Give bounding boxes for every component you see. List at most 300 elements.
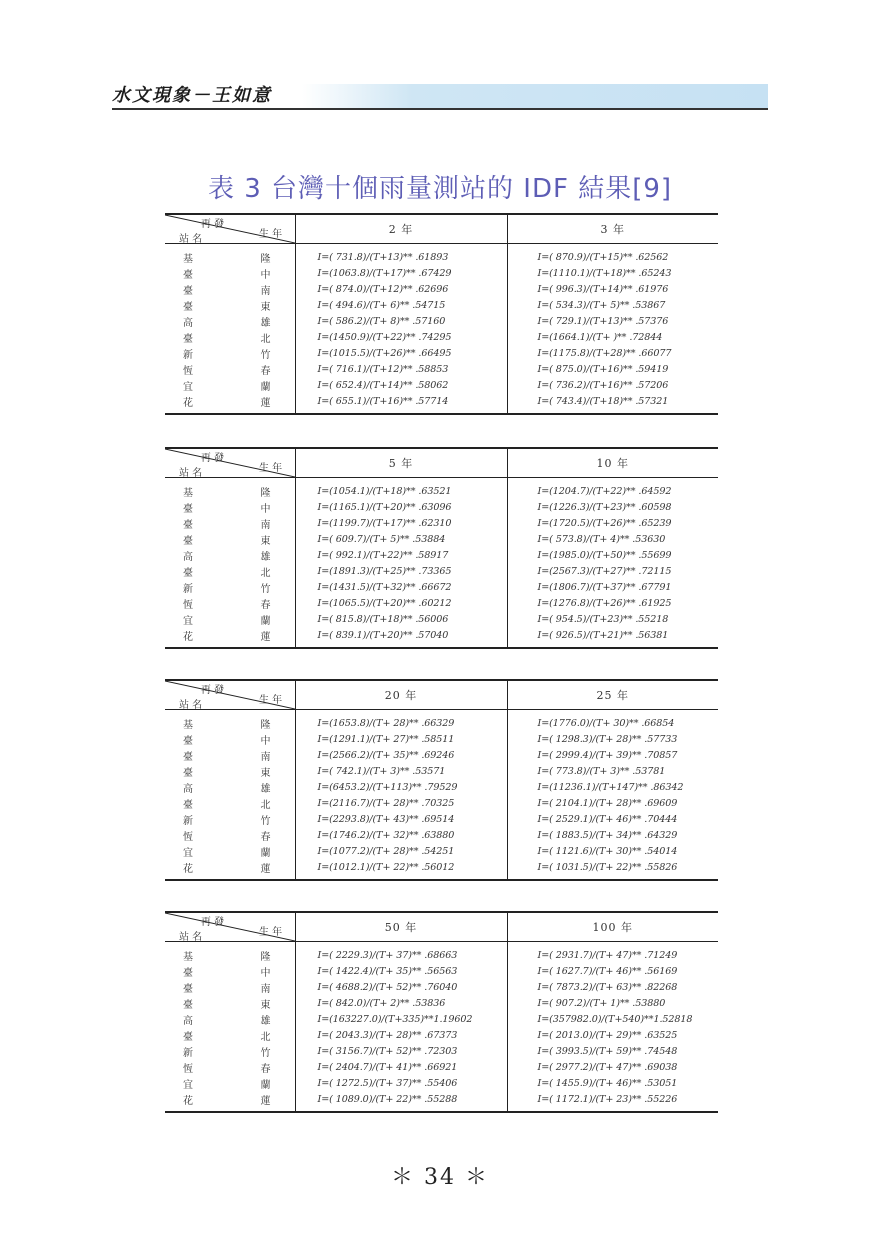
formula-cell (507, 979, 718, 995)
idf-formula: I=(11236.1)/(T+147)** .86342 (537, 781, 684, 793)
idf-formula: I=(1226.3)/(T+23)** .60598 (537, 501, 672, 513)
idf-formula: I=(1012.1)/(T+ 22)** .56012 (317, 861, 455, 873)
idf-formula: I=( 815.8)/(T+18)** .56006 (317, 614, 449, 626)
formula-cell (295, 297, 507, 313)
station-name-char: 中 (260, 269, 271, 281)
station-name-char: 臺 (183, 983, 193, 995)
table-row (165, 515, 718, 531)
station-name-char: 雄 (260, 551, 271, 563)
station-cell (165, 563, 295, 579)
station-name-char: 高 (183, 1015, 193, 1027)
idf-table (165, 679, 718, 881)
formula-cell (295, 596, 507, 612)
formula-cell (295, 313, 507, 329)
idf-formula: I=(1204.7)/(T+22)** .64592 (537, 486, 672, 497)
formula-cell (507, 362, 718, 378)
formula-cell (295, 942, 507, 964)
station-name-char: 隆 (260, 254, 271, 265)
idf-formula: I=( 736.2)/(T+16)** .57206 (537, 380, 669, 392)
station-name-char: 竹 (260, 1048, 271, 1060)
idf-formula: I=(1175.8)/(T+28)** .66077 (537, 348, 672, 360)
station-cell (165, 828, 295, 844)
table-row (165, 531, 718, 547)
formula-cell (507, 313, 718, 329)
station-name-char: 春 (260, 832, 271, 844)
table-row (165, 844, 718, 860)
idf-formula: I=(1431.5)/(T+32)** .66672 (317, 582, 452, 594)
formula-cell (507, 747, 718, 763)
station-name-char: 宜 (183, 382, 193, 394)
formula-cell (507, 860, 718, 880)
corner-header (165, 680, 295, 710)
station-cell (165, 811, 295, 827)
station-name-char: 蓮 (260, 631, 271, 643)
station-cell (165, 547, 295, 563)
idf-formula: I=(163227.0)/(T+335)**1.19602 (317, 1013, 473, 1025)
formula-cell (507, 329, 718, 345)
corner-label-years: 生 年 (259, 695, 283, 706)
station-name-char: 基 (183, 488, 193, 499)
table-row (165, 313, 718, 329)
corner-label-recurrence: 再 發 (201, 685, 225, 696)
table-header-row (165, 448, 718, 478)
station-name-char: 隆 (260, 720, 271, 731)
station-cell (165, 596, 295, 612)
station-name-char: 東 (260, 999, 271, 1011)
table-row (165, 779, 718, 795)
station-name-char: 隆 (260, 952, 271, 963)
station-name-char: 恆 (183, 600, 193, 612)
station-name-char: 宜 (183, 848, 193, 860)
formula-cell (507, 811, 718, 827)
idf-formula: I=( 573.8)/(T+ 4)** .53630 (537, 533, 666, 545)
table-row (165, 478, 718, 500)
formula-cell (507, 563, 718, 579)
formula-cell (295, 362, 507, 378)
station-name-char: 恆 (183, 366, 193, 378)
idf-formula: I=( 2229.3)/(T+ 37)** .68663 (317, 950, 458, 961)
formula-cell (295, 747, 507, 763)
formula-cell (295, 763, 507, 779)
station-name-char: 東 (260, 535, 271, 547)
station-name-char: 雄 (260, 317, 271, 329)
station-name-char: 南 (260, 285, 271, 297)
station-cell (165, 779, 295, 795)
idf-formula: I=(1746.2)/(T+ 32)** .63880 (317, 830, 455, 842)
formula-cell (507, 844, 718, 860)
station-cell (165, 531, 295, 547)
idf-formula: I=(1110.1)/(T+18)** .65243 (537, 267, 672, 279)
idf-formula: I=(1891.3)/(T+25)** .73365 (317, 565, 452, 577)
table-header-row (165, 680, 718, 710)
idf-formula: I=(1776.0)/(T+ 30)** .66854 (537, 718, 675, 729)
station-cell (165, 747, 295, 763)
station-name-char: 新 (183, 816, 193, 828)
running-header-title: 水文現象－王如意 (112, 85, 272, 106)
formula-cell (507, 499, 718, 515)
idf-formula: I=(1664.1)/(T+ )** .72844 (537, 331, 663, 343)
formula-cell (295, 563, 507, 579)
formula-cell (295, 345, 507, 361)
station-cell (165, 515, 295, 531)
formula-cell (507, 1043, 718, 1059)
station-name-char: 臺 (183, 269, 193, 281)
corner-header (165, 912, 295, 942)
idf-formula: I=( 2404.7)/(T+ 41)** .66921 (317, 1062, 458, 1074)
station-name-char: 恆 (183, 832, 193, 844)
formula-cell (295, 1043, 507, 1059)
table-row (165, 1027, 718, 1043)
formula-cell (295, 394, 507, 414)
table-row (165, 995, 718, 1011)
return-period-header: 25 年 (507, 680, 718, 710)
idf-formula: I=( 609.7)/(T+ 5)** .53884 (317, 533, 446, 545)
formula-cell (295, 828, 507, 844)
station-name-char: 高 (183, 317, 193, 329)
corner-label-station: 站 名 (179, 234, 203, 245)
station-cell (165, 1011, 295, 1027)
station-name-char: 雄 (260, 1015, 271, 1027)
idf-formula: I=( 839.1)/(T+20)** .57040 (317, 629, 449, 641)
station-name-char: 蘭 (260, 848, 271, 860)
return-period-header: 20 年 (295, 680, 507, 710)
table-row (165, 979, 718, 995)
station-name-char: 中 (260, 735, 271, 747)
corner-header (165, 214, 295, 244)
station-cell (165, 579, 295, 595)
station-cell (165, 844, 295, 860)
formula-cell (507, 828, 718, 844)
formula-cell (507, 515, 718, 531)
station-name-char: 春 (260, 366, 271, 378)
station-cell (165, 244, 295, 266)
idf-formula: I=(2116.7)/(T+ 28)** .70325 (317, 797, 455, 809)
corner-label-recurrence: 再 發 (201, 219, 225, 230)
formula-cell (295, 779, 507, 795)
table-row (165, 1060, 718, 1076)
station-name-char: 花 (183, 631, 193, 643)
formula-cell (295, 1076, 507, 1092)
table-row (165, 499, 718, 515)
station-name-char: 春 (260, 600, 271, 612)
idf-formula: I=( 743.4)/(T+18)** .57321 (537, 395, 669, 407)
station-cell (165, 1027, 295, 1043)
table-row (165, 1092, 718, 1112)
station-name-char: 蓮 (260, 397, 271, 409)
header-rule (112, 108, 768, 110)
idf-formula: I=( 7873.2)/(T+ 63)** .82268 (537, 981, 678, 993)
table-row (165, 1076, 718, 1092)
formula-cell (295, 378, 507, 394)
idf-formula: I=(1450.9)/(T+22)** .74295 (317, 331, 452, 343)
station-name-char: 臺 (183, 519, 193, 531)
idf-formula: I=(1054.1)/(T+18)** .63521 (317, 486, 452, 497)
formula-cell (507, 297, 718, 313)
corner-label-recurrence: 再 發 (201, 453, 225, 464)
idf-formula: I=(2566.2)/(T+ 35)** .69246 (317, 749, 455, 761)
idf-formula: I=( 2013.0)/(T+ 29)** .63525 (537, 1029, 678, 1041)
station-name-char: 竹 (260, 584, 271, 596)
station-name-char: 臺 (183, 751, 193, 763)
idf-formula: I=( 996.3)/(T+14)** .61976 (537, 283, 669, 295)
formula-cell (295, 265, 507, 281)
table-header-row (165, 214, 718, 244)
idf-formula: I=( 729.1)/(T+13)** .57376 (537, 315, 669, 327)
station-cell (165, 394, 295, 414)
station-name-char: 臺 (183, 285, 193, 297)
idf-formula: I=(1276.8)/(T+26)** .61925 (537, 598, 672, 610)
station-name-char: 蘭 (260, 382, 271, 394)
idf-formula: I=(1015.5)/(T+26)** .66495 (317, 348, 452, 360)
idf-formula: I=( 874.0)/(T+12)** .62696 (317, 283, 449, 295)
formula-cell (507, 779, 718, 795)
table-row (165, 763, 718, 779)
idf-formula: I=( 1883.5)/(T+ 34)** .64329 (537, 830, 678, 842)
station-name-char: 北 (260, 333, 271, 345)
station-cell (165, 378, 295, 394)
idf-formula: I=( 1298.3)/(T+ 28)** .57733 (537, 733, 678, 745)
station-name-char: 花 (183, 1095, 193, 1107)
idf-formula: I=(1077.2)/(T+ 28)** .54251 (317, 846, 455, 858)
station-name-char: 蓮 (260, 1095, 271, 1107)
station-cell (165, 979, 295, 995)
idf-table (165, 213, 718, 415)
table-row (165, 265, 718, 281)
idf-formula: I=( 3993.5)/(T+ 59)** .74548 (537, 1046, 678, 1058)
idf-formula: I=( 1031.5)/(T+ 22)** .55826 (537, 861, 678, 873)
return-period-header: 5 年 (295, 448, 507, 478)
return-period-header: 3 年 (507, 214, 718, 244)
station-name-char: 基 (183, 952, 193, 963)
corner-label-years: 生 年 (259, 463, 283, 474)
station-name-char: 臺 (183, 799, 193, 811)
formula-cell (507, 763, 718, 779)
idf-formula: I=( 2043.3)/(T+ 28)** .67373 (317, 1029, 458, 1041)
formula-cell (507, 531, 718, 547)
idf-formula: I=( 870.9)/(T+15)** .62562 (537, 252, 669, 263)
table-row (165, 345, 718, 361)
formula-cell (295, 579, 507, 595)
idf-formula: I=(2567.3)/(T+27)** .72115 (537, 565, 672, 577)
idf-formula: I=( 875.0)/(T+16)** .59419 (537, 364, 669, 376)
station-name-char: 新 (183, 350, 193, 362)
idf-table (165, 911, 718, 1113)
station-name-char: 蓮 (260, 863, 271, 875)
idf-formula: I=( 1422.4)/(T+ 35)** .56563 (317, 965, 458, 977)
formula-cell (507, 612, 718, 628)
formula-cell (295, 478, 507, 500)
table-row (165, 612, 718, 628)
table-row (165, 828, 718, 844)
formula-cell (507, 731, 718, 747)
table-row (165, 281, 718, 297)
table-row (165, 596, 718, 612)
station-name-char: 中 (260, 503, 271, 515)
station-cell (165, 860, 295, 880)
idf-formula: I=(1291.1)/(T+ 27)** .58511 (317, 733, 455, 745)
idf-formula: I=( 1089.0)/(T+ 22)** .55288 (317, 1093, 458, 1105)
table-row (165, 329, 718, 345)
table-row (165, 579, 718, 595)
station-name-char: 臺 (183, 1031, 193, 1043)
station-cell (165, 499, 295, 515)
idf-formula: I=( 1121.6)/(T+ 30)** .54014 (537, 846, 678, 858)
table-row (165, 378, 718, 394)
formula-cell (507, 795, 718, 811)
idf-formula: I=( 2999.4)/(T+ 39)** .70857 (537, 749, 678, 761)
formula-cell (507, 1027, 718, 1043)
formula-cell (295, 795, 507, 811)
corner-label-years: 生 年 (259, 229, 283, 240)
formula-cell (295, 811, 507, 827)
table-row (165, 1011, 718, 1027)
station-cell (165, 362, 295, 378)
station-name-char: 高 (183, 783, 193, 795)
formula-cell (295, 1092, 507, 1112)
table-row (165, 563, 718, 579)
formula-cell (507, 628, 718, 648)
table-row (165, 811, 718, 827)
station-name-char: 臺 (183, 333, 193, 345)
station-name-char: 北 (260, 1031, 271, 1043)
station-name-char: 東 (260, 767, 271, 779)
station-cell (165, 345, 295, 361)
station-cell (165, 265, 295, 281)
idf-formula: I=( 2931.7)/(T+ 47)** .71249 (537, 950, 678, 961)
idf-formula: I=( 1272.5)/(T+ 37)** .55406 (317, 1078, 458, 1090)
table-row (165, 860, 718, 880)
idf-formula: I=( 2104.1)/(T+ 28)** .69609 (537, 797, 678, 809)
station-name-char: 高 (183, 551, 193, 563)
formula-cell (295, 612, 507, 628)
idf-formula: I=(357982.0)/(T+540)**1.52818 (537, 1013, 693, 1025)
idf-formula: I=( 731.8)/(T+13)** .61893 (317, 252, 449, 263)
station-name-char: 南 (260, 519, 271, 531)
idf-formula: I=( 494.6)/(T+ 6)** .54715 (317, 299, 446, 311)
station-cell (165, 795, 295, 811)
idf-formula: I=( 992.1)/(T+22)** .58917 (317, 549, 449, 561)
formula-cell (295, 329, 507, 345)
station-cell (165, 1043, 295, 1059)
formula-cell (507, 710, 718, 732)
idf-formula: I=(6453.2)/(T+113)** .79529 (317, 781, 458, 793)
idf-formula: I=(1199.7)/(T+17)** .62310 (317, 517, 452, 529)
table-row (165, 244, 718, 266)
idf-formula: I=( 2977.2)/(T+ 47)** .69038 (537, 1062, 678, 1074)
station-cell (165, 628, 295, 648)
formula-cell (507, 378, 718, 394)
table-row (165, 628, 718, 648)
station-name-char: 隆 (260, 488, 271, 499)
idf-formula: I=( 742.1)/(T+ 3)** .53571 (317, 765, 446, 777)
station-name-char: 竹 (260, 816, 271, 828)
station-name-char: 新 (183, 1048, 193, 1060)
formula-cell (295, 844, 507, 860)
station-name-char: 北 (260, 799, 271, 811)
idf-formula: I=( 1455.9)/(T+ 46)** .53051 (537, 1078, 678, 1090)
station-name-char: 基 (183, 720, 193, 731)
station-name-char: 臺 (183, 999, 193, 1011)
idf-formula: I=( 716.1)/(T+12)** .58853 (317, 364, 449, 376)
idf-formula: I=( 954.5)/(T+23)** .55218 (537, 614, 669, 626)
table-header-row (165, 912, 718, 942)
station-name-char: 南 (260, 751, 271, 763)
table-row (165, 297, 718, 313)
formula-cell (507, 1060, 718, 1076)
formula-cell (295, 547, 507, 563)
table-row (165, 963, 718, 979)
corner-label-station: 站 名 (179, 932, 203, 943)
station-name-char: 竹 (260, 350, 271, 362)
idf-formula: I=( 2529.1)/(T+ 46)** .70444 (537, 814, 678, 826)
station-cell (165, 1076, 295, 1092)
station-name-char: 花 (183, 397, 193, 409)
formula-cell (507, 244, 718, 266)
table-row (165, 547, 718, 563)
formula-cell (507, 596, 718, 612)
idf-formula: I=( 907.2)/(T+ 1)** .53880 (537, 997, 666, 1009)
station-cell (165, 478, 295, 500)
page-number: ＊ 34 ＊ (391, 1165, 489, 1190)
formula-cell (295, 281, 507, 297)
formula-cell (295, 995, 507, 1011)
table-row (165, 710, 718, 732)
table-row (165, 747, 718, 763)
station-name-char: 宜 (183, 616, 193, 628)
station-name-char: 臺 (183, 535, 193, 547)
station-cell (165, 710, 295, 732)
formula-cell (295, 710, 507, 732)
idf-formula: I=(1165.1)/(T+20)** .63096 (317, 501, 452, 513)
table-row (165, 362, 718, 378)
idf-formula: I=( 586.2)/(T+ 8)** .57160 (317, 315, 446, 327)
station-name-char: 雄 (260, 783, 271, 795)
formula-cell (295, 860, 507, 880)
station-name-char: 蘭 (260, 1080, 271, 1092)
return-period-header: 50 年 (295, 912, 507, 942)
formula-cell (507, 394, 718, 414)
station-name-char: 臺 (183, 967, 193, 979)
station-cell (165, 329, 295, 345)
formula-cell (295, 531, 507, 547)
station-cell (165, 297, 295, 313)
formula-cell (295, 515, 507, 531)
formula-cell (295, 731, 507, 747)
table-row (165, 1043, 718, 1059)
corner-header (165, 448, 295, 478)
formula-cell (295, 1027, 507, 1043)
formula-cell (507, 1011, 718, 1027)
station-name-char: 新 (183, 584, 193, 596)
station-name-char: 蘭 (260, 616, 271, 628)
station-name-char: 宜 (183, 1080, 193, 1092)
station-cell (165, 612, 295, 628)
station-cell (165, 313, 295, 329)
station-cell (165, 995, 295, 1011)
formula-cell (507, 579, 718, 595)
corner-label-station: 站 名 (179, 700, 203, 711)
formula-cell (295, 979, 507, 995)
formula-cell (507, 281, 718, 297)
station-name-char: 東 (260, 301, 271, 313)
return-period-header: 100 年 (507, 912, 718, 942)
station-name-char: 南 (260, 983, 271, 995)
station-cell (165, 1092, 295, 1112)
idf-formula: I=( 1627.7)/(T+ 46)** .56169 (537, 965, 678, 977)
formula-cell (295, 1060, 507, 1076)
station-name-char: 北 (260, 567, 271, 579)
idf-formula: I=( 926.5)/(T+21)** .56381 (537, 629, 669, 641)
